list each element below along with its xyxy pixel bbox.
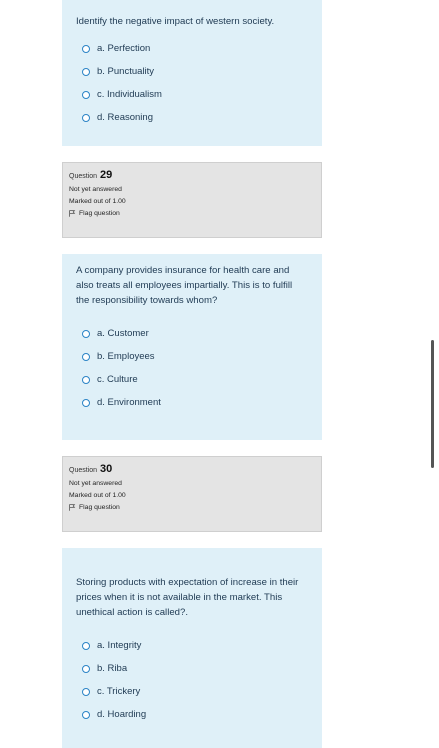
question-28-content <box>62 0 322 146</box>
answer-option[interactable] <box>76 680 308 703</box>
question-label: Question <box>69 173 98 180</box>
question-30-answers <box>76 634 308 726</box>
question-30-info <box>62 456 322 532</box>
flag-icon <box>69 210 75 217</box>
radio-button-icon[interactable] <box>82 114 90 122</box>
radio-button-icon[interactable] <box>82 45 90 53</box>
radio-button-icon[interactable] <box>82 665 90 673</box>
answer-label: d. Hoarding <box>97 709 147 720</box>
answer-label: d. Environment <box>97 397 161 408</box>
question-number-value: 30 <box>100 463 113 475</box>
question-29-info <box>62 162 322 238</box>
radio-button-icon[interactable] <box>82 688 90 696</box>
answer-option[interactable] <box>76 657 308 680</box>
answer-label: b. Employees <box>97 351 155 362</box>
answer-option[interactable] <box>76 368 308 391</box>
answer-label: c. Individualism <box>97 89 162 100</box>
answer-label: c. Trickery <box>97 686 141 697</box>
question-28-answers <box>76 37 308 129</box>
answer-option[interactable] <box>76 37 308 60</box>
flag-icon <box>69 504 75 511</box>
answer-label: b. Punctuality <box>97 66 155 77</box>
flag-question-link[interactable] <box>69 210 315 217</box>
radio-button-icon[interactable] <box>82 330 90 338</box>
answer-option[interactable] <box>76 703 308 726</box>
question-number <box>69 169 315 181</box>
radio-button-icon[interactable] <box>82 642 90 650</box>
answer-option[interactable] <box>76 60 308 83</box>
answer-label: b. Riba <box>97 663 128 674</box>
answer-label: a. Perfection <box>97 43 151 54</box>
spacer <box>62 532 322 548</box>
spacer <box>62 238 322 254</box>
radio-button-icon[interactable] <box>82 353 90 361</box>
spacer <box>62 440 322 456</box>
radio-button-icon[interactable] <box>82 91 90 99</box>
answer-label: a. Customer <box>97 328 149 339</box>
answer-option[interactable] <box>76 83 308 106</box>
question-29-text: A company provides insurance for health care and also treats all employees impartially. This is to fulfill the responsibility towards whom? <box>76 265 293 306</box>
radio-button-icon[interactable] <box>82 711 90 719</box>
radio-button-icon[interactable] <box>82 376 90 384</box>
flag-question-label: Flag question <box>79 210 120 217</box>
question-grade: Marked out of 1.00 <box>69 492 126 499</box>
question-state: Not yet answered <box>69 186 122 193</box>
answer-option[interactable] <box>76 322 308 345</box>
flag-question-label: Flag question <box>79 504 120 511</box>
answer-option[interactable] <box>76 345 308 368</box>
answer-option[interactable] <box>76 634 308 657</box>
question-29-answers <box>76 322 308 414</box>
flag-question-link[interactable] <box>69 504 315 511</box>
question-label: Question <box>69 467 98 474</box>
question-number <box>69 463 315 475</box>
answer-option[interactable] <box>76 391 308 414</box>
radio-button-icon[interactable] <box>82 68 90 76</box>
spacer <box>62 146 322 162</box>
quiz-column <box>62 0 322 748</box>
answer-option[interactable] <box>76 106 308 129</box>
question-state: Not yet answered <box>69 480 122 487</box>
answer-label: c. Culture <box>97 374 138 385</box>
radio-button-icon[interactable] <box>82 399 90 407</box>
answer-label: a. Integrity <box>97 640 142 651</box>
question-30-content <box>62 548 322 748</box>
question-number-value: 29 <box>100 169 113 181</box>
question-grade: Marked out of 1.00 <box>69 198 126 205</box>
answer-label: d. Reasoning <box>97 112 153 123</box>
scrollbar[interactable] <box>431 340 434 468</box>
question-28-text: Identify the negative impact of western society. <box>76 16 275 27</box>
question-29-content <box>62 254 322 440</box>
question-30-text: Storing products with expectation of increase in their prices when it is not available in the market. This unethical action is called?. <box>76 577 299 618</box>
